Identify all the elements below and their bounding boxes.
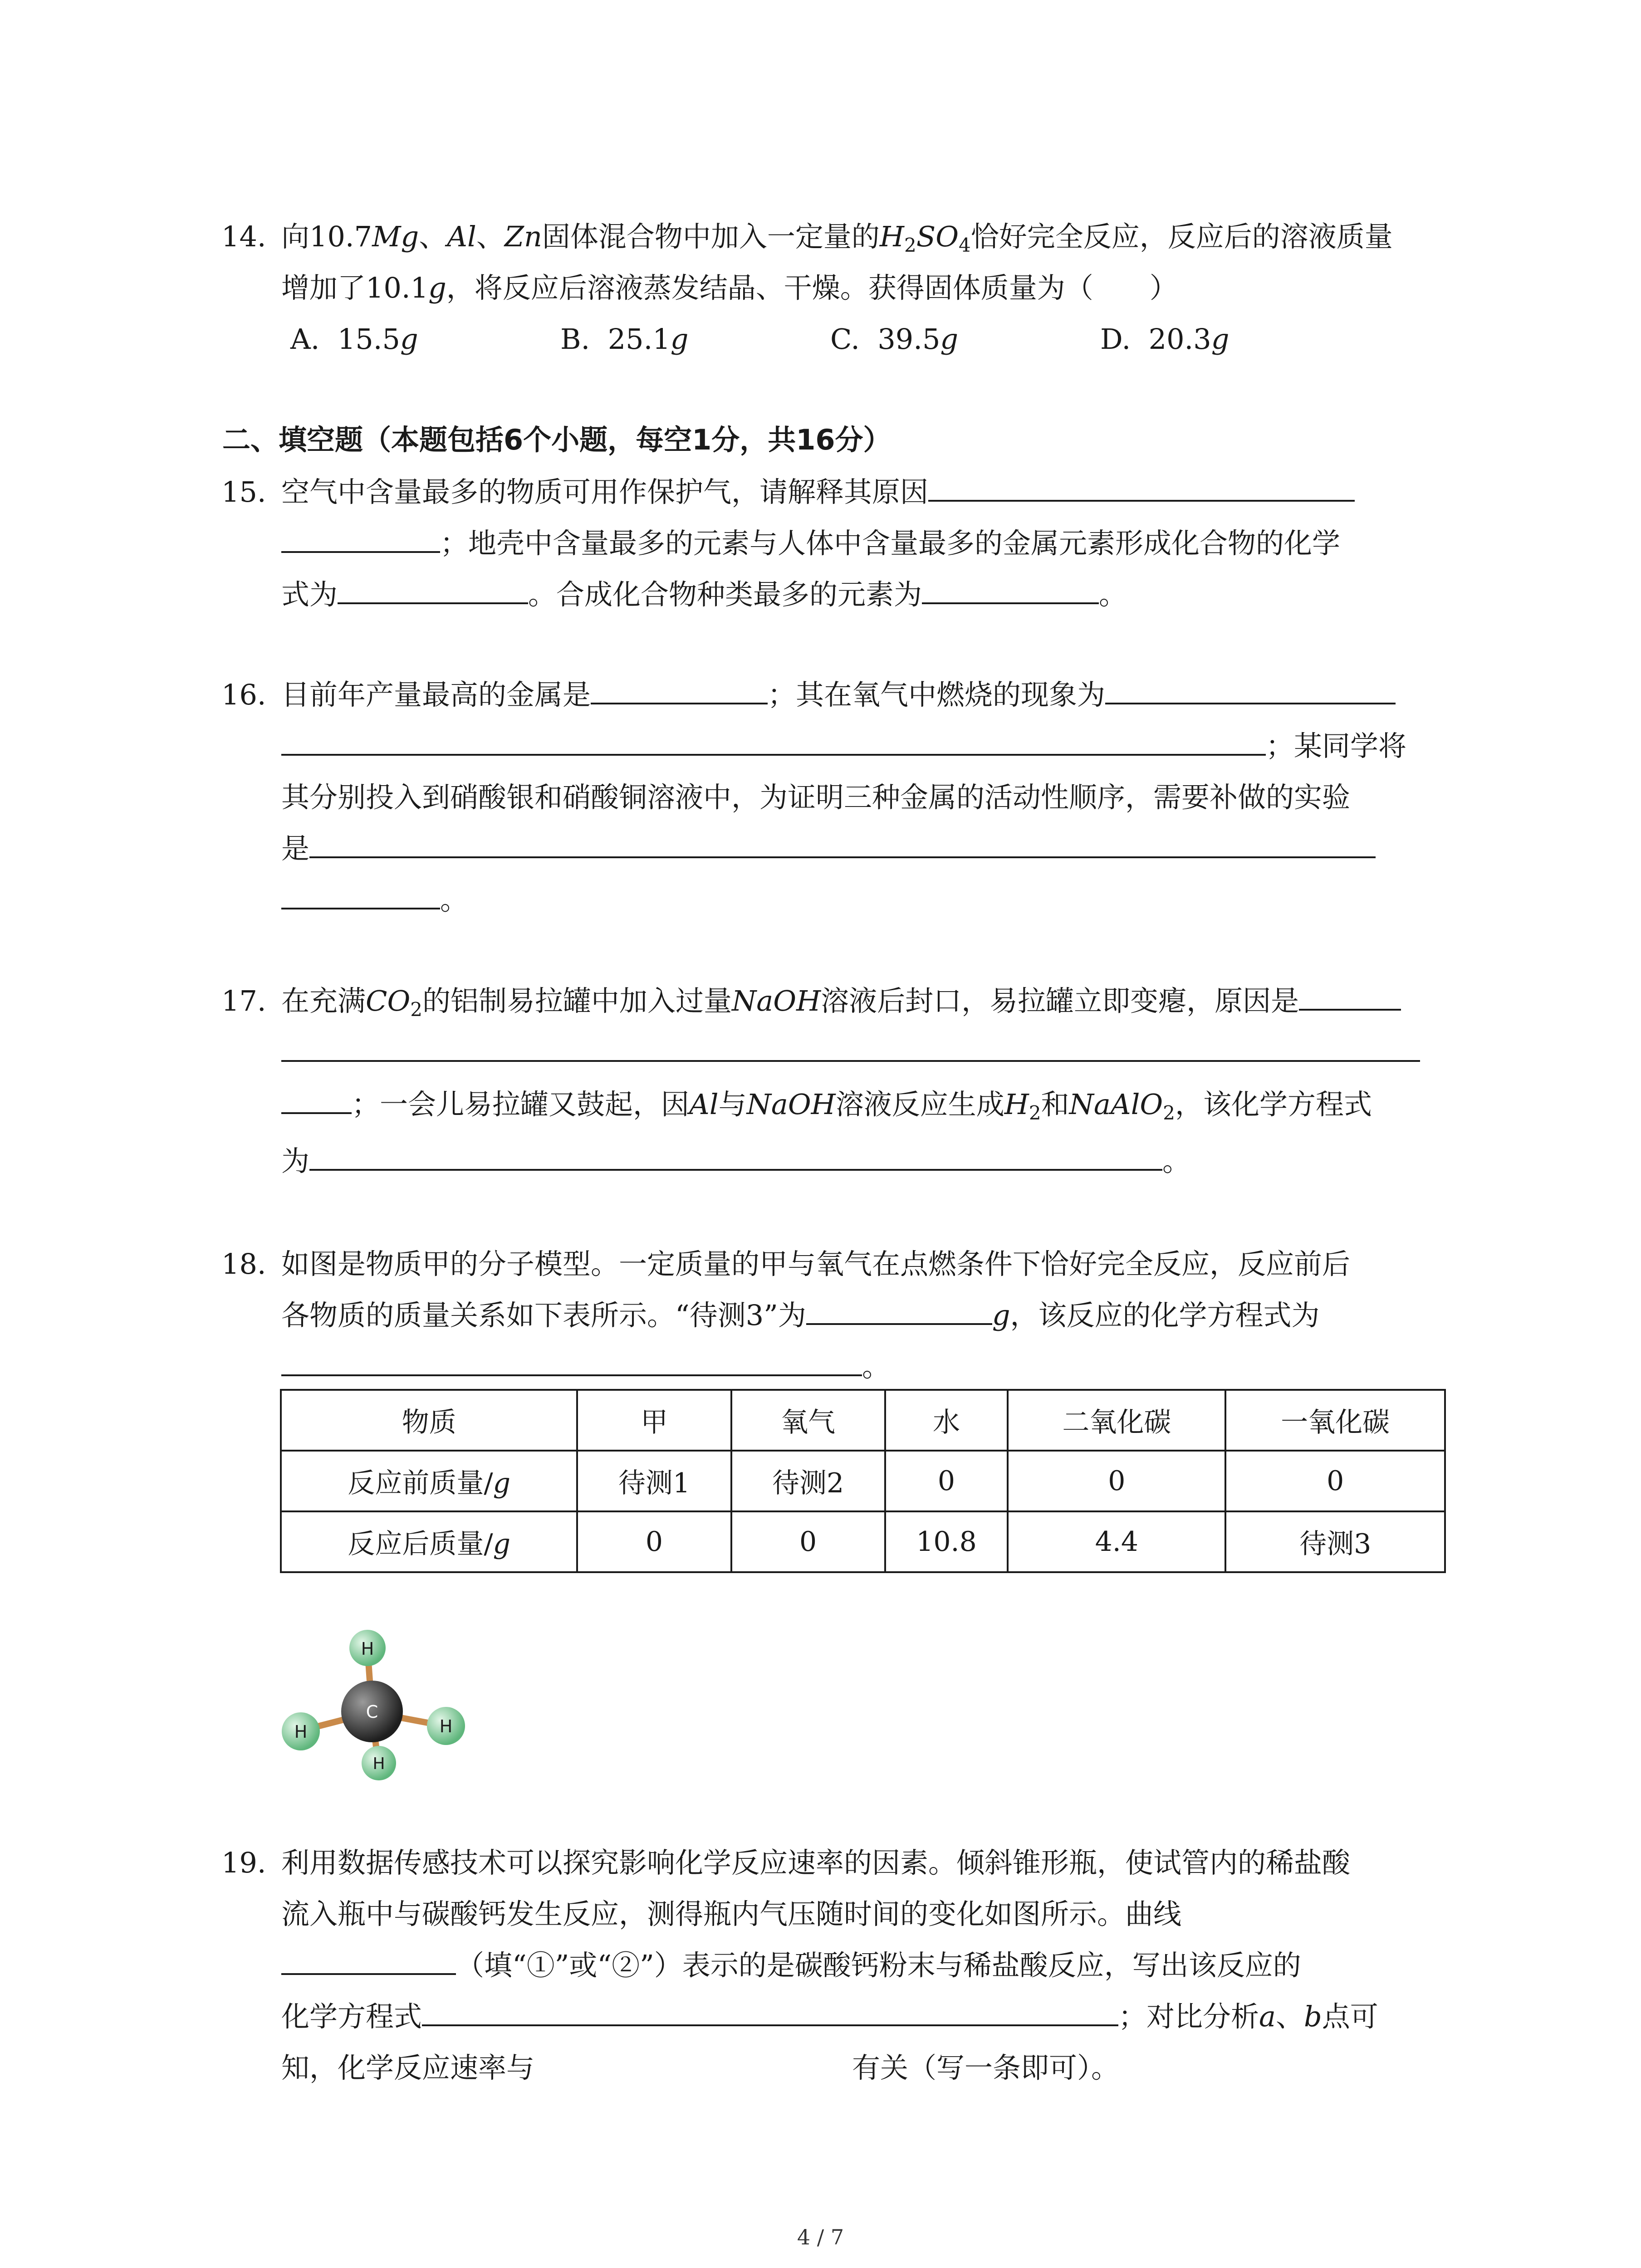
answer-blank[interactable] (281, 524, 440, 553)
answer-blank[interactable] (281, 1085, 352, 1114)
question-number: 18. (221, 1247, 266, 1281)
svg-text:C: C (366, 1702, 378, 1722)
question-16: 16. 目前年产量最高的金属是 ；其在氧气中燃烧的现象为 ；某同学将 其分别投入到硝酸银和硝酸铜溶液中，为证明三种金属的活动性顺序，需要补做的实验 是 。 (222, 669, 1447, 925)
answer-blank[interactable] (928, 473, 1355, 502)
page-number: 4 / 7 (797, 2225, 844, 2249)
mass-table (280, 1389, 1446, 1573)
question-14 (222, 211, 1447, 365)
section-heading: 二、填空题（本题包括6个小题，每空1分，共16分） (222, 423, 892, 456)
answer-blank[interactable] (922, 575, 1099, 604)
svg-text:H: H (372, 1755, 385, 1773)
answer-blank[interactable] (806, 1296, 992, 1325)
answer-blank[interactable] (1105, 675, 1396, 704)
atom-h-bottom (362, 1746, 396, 1780)
answer-blank[interactable] (591, 675, 768, 704)
table-header-row: 物质 甲 氧气 水 二氧化碳 一氧化碳 (281, 1390, 1445, 1451)
table-row: 反应后质量/g 0 0 10.8 4.4 待测3 (281, 1511, 1445, 1572)
answer-blank[interactable] (281, 1347, 862, 1376)
option-d[interactable]: D. 20.3g (1100, 323, 1230, 356)
answer-blank[interactable] (309, 829, 1376, 858)
question-18: 18. 如图是物质甲的分子模型。一定质量的甲与氧气在点燃条件下恰好完全反应，反应前后 各物质的质量关系如下表所示。“待测3”为 g，该反应的化学方程式为 。 (222, 1238, 1447, 1392)
atom-h-top (349, 1630, 386, 1666)
question-number: 14. (221, 220, 266, 253)
svg-text:H: H (294, 1722, 308, 1742)
table-row: 反应前质量/g 待测1 待测2 0 0 0 (281, 1451, 1445, 1511)
q14-line1: 向10.7Mg、Al、Zn固体混合物中加入一定量的$H_2SO_4$恰好完全反应，反应后的溶液质量 (281, 220, 1393, 256)
question-15: 15. 空气中含量最多的物质可用作保护气，请解释其原因 ；地壳中含量最多的元素与人体中含量最多的金属元素形成化合物的化学 式为 。合成化合物种类最多的元素为 。 (222, 466, 1447, 620)
q14-line2: 增加了10.1g，将反应后溶液蒸发结晶、干燥。获得固体质量为（ ） (281, 271, 1178, 304)
answer-blank[interactable] (281, 727, 1266, 756)
option-a[interactable]: A. 15.5g (290, 323, 418, 356)
question-number: 15. (221, 475, 266, 508)
svg-text:H: H (361, 1639, 374, 1659)
option-b[interactable]: B. 25.1g (560, 323, 689, 356)
answer-blank[interactable] (281, 1033, 1420, 1062)
svg-text:H: H (439, 1716, 453, 1736)
answer-blank[interactable] (309, 1142, 1162, 1171)
atom-c (341, 1681, 403, 1742)
question-number: 16. (221, 678, 266, 711)
option-c[interactable]: C. 39.5g (830, 323, 959, 356)
question-number: 19. (221, 1846, 266, 1879)
answer-blank[interactable] (422, 1997, 1118, 2026)
question-number: 17. (221, 984, 266, 1017)
methane-molecule-model (274, 1622, 474, 1785)
question-19: 19. 利用数据传感技术可以探究影响化学反应速率的因素。倾斜锥形瓶，使试管内的稀盐酸 流入瓶中与碳酸钙发生反应，测得瓶内气压随时间的变化如图所示。曲线 （填“①”或“②”）表示的是碳酸钙粉末与稀盐酸反应，写出该反应的 化学方程式 ；对比分析a、b点可 知，化学反应速率与 有关（写一条即可）。 (222, 1837, 1447, 2093)
question-17: 17. 在充满$CO_2$的铝制易拉罐中加入过量NaOH溶液后封口，易拉罐立即变瘪，原因是 ；一会儿易拉罐又鼓起，因Al与NaOH溶液反应生成$H_2$和NaAlO$_2$，该化学方程式 为 。 (222, 975, 1447, 1187)
atom-h-right (427, 1707, 465, 1745)
answer-blank[interactable] (281, 1946, 456, 1975)
atom-h-left (282, 1712, 320, 1750)
q14-options (290, 313, 1447, 365)
answer-blank[interactable] (338, 575, 528, 604)
answer-blank[interactable] (281, 880, 440, 909)
answer-blank[interactable] (1299, 982, 1401, 1011)
